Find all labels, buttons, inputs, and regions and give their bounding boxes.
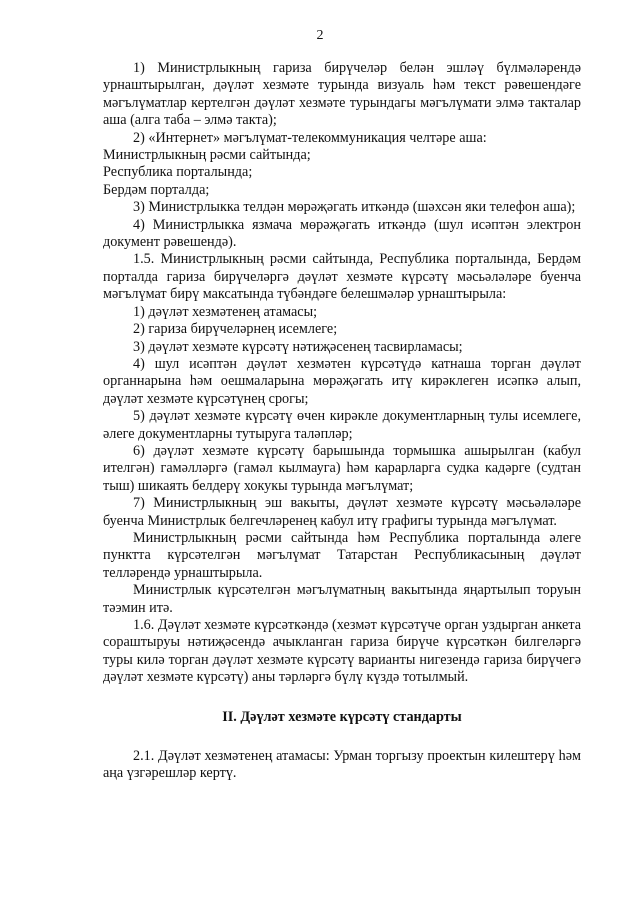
paragraph-7: 4) Министрлыкка язмача мөрәҗәгать иткәндә (шул исәптән электрон документ рәвешендә). [103,216,581,251]
paragraph-9: 1) дәүләт хезмәтенең атамасы; [133,303,318,320]
paragraph-16: Министрлыкның рәсми сайтында һәм Республика порталында әлеге пунктта күрсәтелгән мәгълүмат Татарстан Республикасының дәүләт телләрендә урнаштырыла. [103,529,581,581]
paragraph-15: 7) Министрлыкның эш вакыты, дәүләт хезмәте күрсәтү мәсьәләләре буенча Министрлык белгечләренең кабул итү графигы турында мәгълүмат. [103,495,581,529]
paragraph-4: Республика порталында; [103,164,253,181]
paragraph-18: 1.6. Дәүләт хезмәте күрсәткәндә (хезмәт күрсәтүче орган уздырган анкета сораштыруы нәтиҗәсендә ачыкланган гариза бирүче күрсәткән билгеләргә туры килә торган дәүләт хезмәте күрсәтү варианты нигезендә гариза бирүчегә дәүләт хезмәте күрсәтү) аны тәрләргә бүлү күздә тотылмый. [103,617,581,686]
paragraph-13: 5) дәүләт хезмәте күрсәтү өчен кирәкле документларның тулы исемлеге, әлеге документларны тутыруга таләпләр; [103,408,581,442]
paragraph-8: 1.5. Министрлыкның рәсми сайтында, Республика порталында, Бердәм порталда гариза бирүчеләргә дәүләт хезмәте күрсәтү мәсьәләләре буенча мәгълүмат бирү максатында түбәндәге белешмәләр урнаштырыла: [103,251,581,303]
paragraph-11: 3) дәүләт хезмәте күрсәтү нәтиҗәсенең тасвирламасы; [133,338,463,355]
paragraph-6: 3) Министрлыкка телдән мөрәҗәгать иткәндә (шәхсән яки телефон аша); [133,199,576,216]
paragraph-2: 2) «Интернет» мәгълүмат-телекоммуникация челтәре аша: [133,129,487,146]
paragraph-1: 1) Министрлыкның гариза бирүчеләр белән эшләү бүлмәләрендә урнаштырылган, дәүләт хезмәте турында визуаль һәм текст рәвешендәге мәгълүматлар кертелгән дәүләт хезмәте турындагы мәгълүмати элмә такталар аша (алга таба – элмә такта); [103,60,581,129]
section-heading: II. Дәүләт хезмәте күрсәтү стандарты [222,708,462,725]
document-body [103,60,581,783]
paragraph-19: 2.1. Дәүләт хезмәтенең атамасы: Урман торгызу проектын килештерү һәм аңа үзгәрешләр кертү. [103,748,581,782]
paragraph-10: 2) гариза бирүчеләрнең исемлеге; [133,321,338,338]
page-number: 2 [316,28,324,43]
paragraph-5: Бердәм порталда; [103,181,210,198]
paragraph-17: Министрлык күрсәтелгән мәгълүматның вакытында яңартылып торуын тәэмин итә. [103,582,581,616]
paragraph-3: Министрлыкның рәсми сайтында; [103,147,311,164]
paragraph-12: 4) шул исәптән дәүләт хезмәтен күрсәтүдә катнаша торган дәүләт органнарына һәм оешмаларына мөрәҗәгать итү кирәклеген исәпкә алып, дәүләт хезмәте күрсәтүнең срогы; [103,355,581,407]
paragraph-14: 6) дәүләт хезмәте күрсәтү барышында тормышка ашырылган (кабул ителгән) гамәлләргә (гамәл кылмауга) һәм карарларга судка кадәрге (судтан тыш) шикаять белдерү хокукы турында мәгълүмат; [103,442,581,494]
